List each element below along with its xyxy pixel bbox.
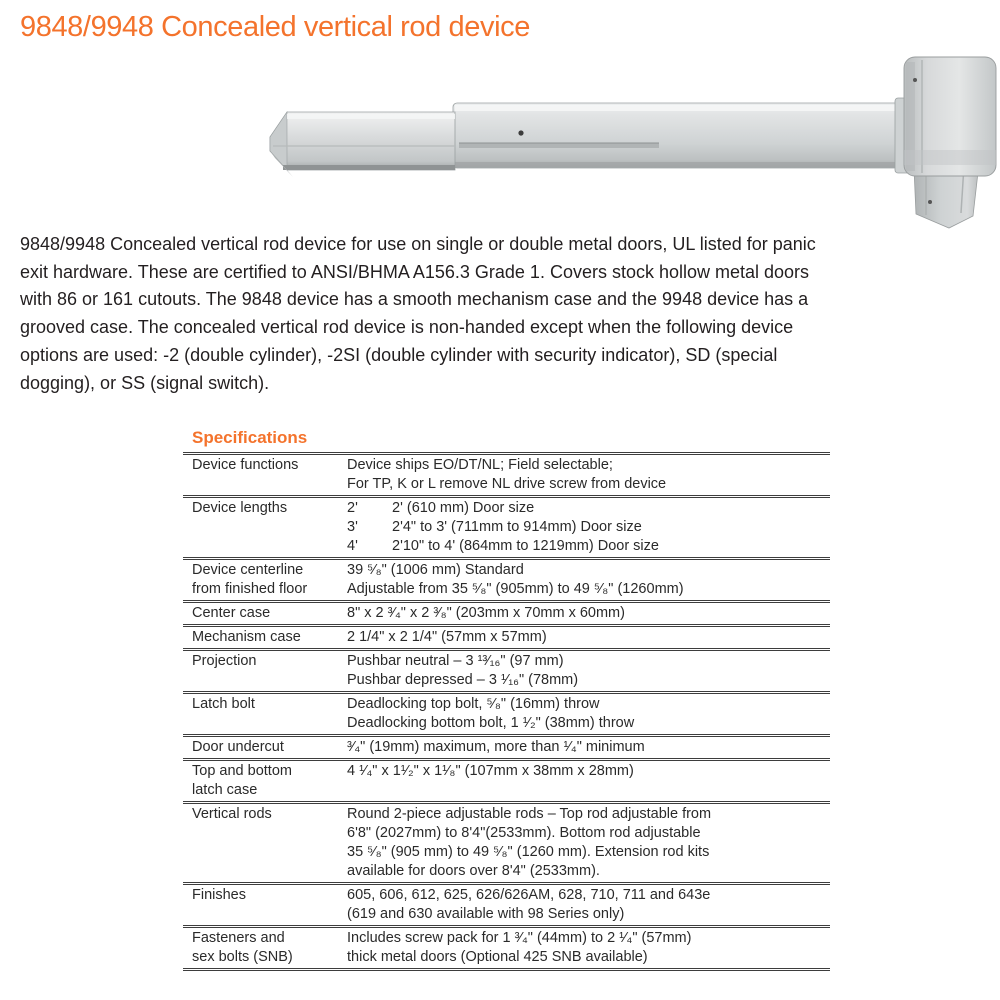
spec-label-line: Device lengths <box>192 500 288 516</box>
spec-row-value <box>347 628 830 647</box>
spec-value-line: Deadlocking top bolt, ⁵⁄₈" (16mm) throw <box>347 696 600 712</box>
spec-row-label <box>183 628 347 647</box>
spec-row-label <box>183 695 347 714</box>
exit-device-illustration <box>263 50 1000 236</box>
spec-row-label <box>183 456 347 475</box>
device-length-desc: 2'10" to 4' (864mm to 1219mm) Door size <box>392 538 659 554</box>
spec-value-line: Deadlocking bottom bolt, 1 ¹⁄₂" (38mm) throw <box>347 715 635 731</box>
spec-row-label <box>183 805 347 824</box>
intro-paragraph: 9848/9948 Concealed vertical rod device for use on single or double metal doors, UL listed for panic exit hardware. These are certified to ANSI/BHMA A156.3 Grade 1. Covers stock hollow metal doors with 86 or 161 cutouts. The 9848 device has a smooth mechanism case and the 9948 device has a grooved case. The concealed vertical rod device is non-handed except when the following device options are used: -2 (double cylinder), -2SI (double cylinder with security indicator), SD (special dogging), or SS (signal switch). <box>20 234 816 393</box>
spec-value-line: For TP, K or L remove NL drive screw from device <box>347 476 667 492</box>
spec-value-line: 4 ¹⁄₄" x 1¹⁄₂" x 1¹⁄₈" (107mm x 38mm x 28mm) <box>347 763 634 779</box>
device-length-size: 4' <box>347 538 358 554</box>
device-length-size: 3' <box>347 519 358 535</box>
center-case <box>904 57 996 228</box>
spec-row-label <box>183 929 347 967</box>
spec-row-label <box>183 604 347 623</box>
spec-row-value <box>347 695 830 733</box>
spec-label-line: Top and bottom <box>192 763 292 779</box>
screw-hole <box>928 200 932 204</box>
spec-label-line: Projection <box>192 653 257 669</box>
spec-value-line: (619 and 630 available with 98 Series only) <box>347 906 625 922</box>
spec-value-line <box>347 537 830 556</box>
spec-label-line: Fasteners and <box>192 930 285 946</box>
spec-row <box>183 603 830 627</box>
spec-row <box>183 694 830 737</box>
spec-value-line: 2 1/4" x 2 1/4" (57mm x 57mm) <box>347 629 547 645</box>
pushpad-bar <box>270 112 455 177</box>
spec-value-line: thick metal doors (Optional 425 SNB available) <box>347 949 648 965</box>
specifications-heading: Specifications <box>192 428 308 447</box>
spec-row-label <box>183 762 347 800</box>
spec-row-value <box>347 805 830 881</box>
device-product-image <box>263 50 1000 236</box>
spec-row <box>183 761 830 804</box>
spec-value-line: 35 ⁵⁄₈" (905 mm) to 49 ⁵⁄₈" (1260 mm). Extension rod kits <box>347 844 710 860</box>
spec-row-value <box>347 604 830 623</box>
specifications-table <box>183 452 830 971</box>
spec-row-value <box>347 456 830 494</box>
spec-row-value <box>347 929 830 967</box>
spec-value-line: Includes screw pack for 1 ³⁄₄" (44mm) to 2 ¹⁄₄" (57mm) <box>347 930 692 946</box>
spec-value-line: available for doors over 8'4" (2533mm). <box>347 863 600 879</box>
spec-row <box>183 928 830 968</box>
spec-label-line: Mechanism case <box>192 629 301 645</box>
spec-value-line: 6'8" (2027mm) to 8'4"(2533mm). Bottom rod adjustable <box>347 825 701 841</box>
spec-value-line: ³⁄₄" (19mm) maximum, more than ¹⁄₄" minimum <box>347 739 645 755</box>
device-length-desc: 2'4" to 3' (711mm to 914mm) Door size <box>392 519 642 535</box>
spec-value-line: Round 2-piece adjustable rods – Top rod adjustable from <box>347 806 712 822</box>
spec-value-line: Pushbar neutral – 3 ¹³⁄₁₆" (97 mm) <box>347 653 564 669</box>
spec-row <box>183 627 830 651</box>
spec-label-line: Door undercut <box>192 739 284 755</box>
spec-label-line: Device functions <box>192 457 299 473</box>
spec-row-label <box>183 561 347 599</box>
spec-row <box>183 651 830 694</box>
spec-row <box>183 885 830 928</box>
spec-value-line: Adjustable from 35 ⁵⁄₈" (905mm) to 49 ⁵⁄₈" (1260mm) <box>347 581 684 597</box>
spec-row <box>183 560 830 603</box>
spec-row <box>183 737 830 761</box>
spec-label-line: Vertical rods <box>192 806 272 822</box>
spec-row <box>183 804 830 885</box>
spec-value-line: 605, 606, 612, 625, 626/626AM, 628, 710, 711 and 643e <box>347 887 711 903</box>
spec-label-line: Center case <box>192 605 271 621</box>
spec-row-label <box>183 738 347 757</box>
spec-row-value <box>347 738 830 757</box>
device-length-desc: 2' (610 mm) Door size <box>392 500 535 516</box>
spec-row-label <box>183 499 347 518</box>
spec-label-line: latch case <box>192 782 258 798</box>
page-title: 9848/9948 Concealed vertical rod device <box>20 11 530 43</box>
spec-row-label <box>183 652 347 671</box>
spec-label-line: Latch bolt <box>192 696 255 712</box>
spec-label-line: Finishes <box>192 887 246 903</box>
spec-value-line <box>347 499 830 518</box>
screw-hole <box>913 78 917 82</box>
spec-label-line: from finished floor <box>192 581 308 597</box>
spec-value-line <box>347 518 830 537</box>
device-length-size: 2' <box>347 500 358 516</box>
spec-row-value <box>347 561 830 599</box>
spec-label-line: Device centerline <box>192 562 304 578</box>
spec-value-line: 8" x 2 ³⁄₄" x 2 ³⁄₈" (203mm x 70mm x 60mm) <box>347 605 625 621</box>
spec-value-line: Pushbar depressed – 3 ¹⁄₁₆" (78mm) <box>347 672 579 688</box>
mechanism-tube <box>453 103 911 168</box>
spec-value-line: 39 ⁵⁄₈" (1006 mm) Standard <box>347 562 524 578</box>
screw-hole <box>518 130 523 135</box>
spec-value-line: Device ships EO/DT/NL; Field selectable; <box>347 457 613 473</box>
spec-row-value <box>347 762 830 781</box>
spec-row <box>183 498 830 560</box>
spec-row-value <box>347 886 830 924</box>
spec-row <box>183 455 830 498</box>
spec-row-value <box>347 499 830 556</box>
spec-row-label <box>183 886 347 905</box>
spec-label-line: sex bolts (SNB) <box>192 949 293 965</box>
spec-row-value <box>347 652 830 690</box>
